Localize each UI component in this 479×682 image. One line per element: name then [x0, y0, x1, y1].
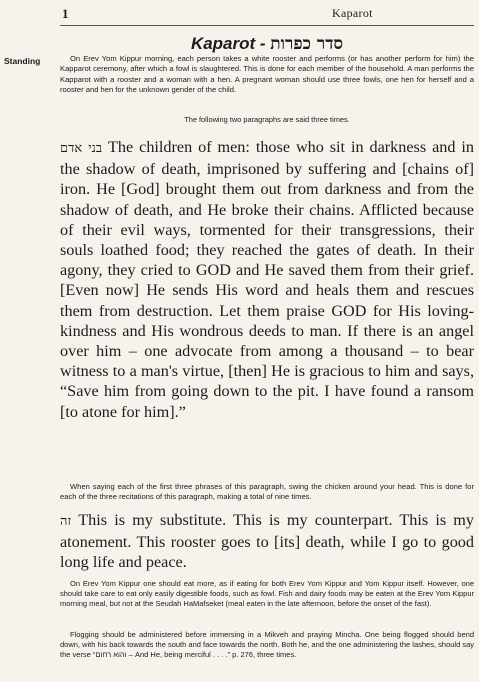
swing-instruction: When saying each of the first three phrases of this paragraph, swing the chicken around your head. This is done for each of the three recitations of this paragraph, making a total of nine times.: [60, 482, 474, 502]
main-paragraph: [60, 137, 474, 422]
page-number: 1: [62, 6, 69, 21]
second-paragraph: [60, 510, 474, 573]
eating-note: On Erev Yom Kippur one should eat more, as if eating for both Erev Yom Kippur and Yom Kippur itself. However, one should take care to eat only easily digestible foods, such as fowl. Fish and dairy foods may be eaten at the Erev Yom Kippur morning meal, but not at the Seudah HaMafseket (meal eaten in the late afternoon, before the onset of the fast).: [60, 579, 474, 609]
main-hebrew-opening: בני אדם: [60, 141, 103, 156]
second-hebrew-opening: זה: [60, 514, 72, 529]
title-english: Kaparot -: [190, 34, 266, 53]
side-label: Standing: [4, 56, 41, 66]
intro-paragraph: On Erev Yom Kippur morning, each person takes a white rooster and performs (or has another perform for him) the Kapparot ceremony, after which a fowl is slaughtered. This is done for each member of the household. A man performs the Kapparot with a rooster and a woman with a hen. A pregnant woman should use three fowls, one hen for herself and a rooster and hen for the unknown gender of the child.: [60, 54, 474, 94]
header-rule: [60, 25, 474, 26]
recite-note: The following two paragraphs are said three times.: [184, 115, 350, 124]
second-text: This is my substitute. This is my counterpart. This is my atonement. This rooster goes to [its] death, while I go to good long life and peace.: [60, 511, 474, 572]
title-hebrew: סדר כפרות: [270, 34, 344, 54]
running-head: Kaparot: [332, 6, 373, 20]
flogging-note: Flogging should be administered before immersing in a Mikveh and praying Mincha. One being flogged should bend down, with his back towards the south and face towards the north. Both he, and the one administering the lashes, should say the verse “והוא רחום – And He, being merciful . . . .” p. 276, three times.: [60, 630, 475, 660]
section-title: [60, 34, 474, 54]
main-text: The children of men: those who sit in darkness and in the shadow of death, imprisoned by suffering and [chains of] iron. He [God] brought them out from darkness and from the shadow of death, and He broke their chains. Afflicted because of their evil ways, tormented for their transgressions, their souls loathed food; they reached the gates of death. In their agony, they cried to GOD and He saved them from their grief. [Even now] He sends His word and heals them and rescues them from destruction. Let them praise GOD for His loving-kindness and His wondrous deeds to man. If there is an angel over him – one advocate from among a thousand – to bear witness to a man's virtue, [then] He is gracious to him and says, “Save him from going down to the pit. I have found a ransom [to atone for him].”: [60, 138, 474, 421]
